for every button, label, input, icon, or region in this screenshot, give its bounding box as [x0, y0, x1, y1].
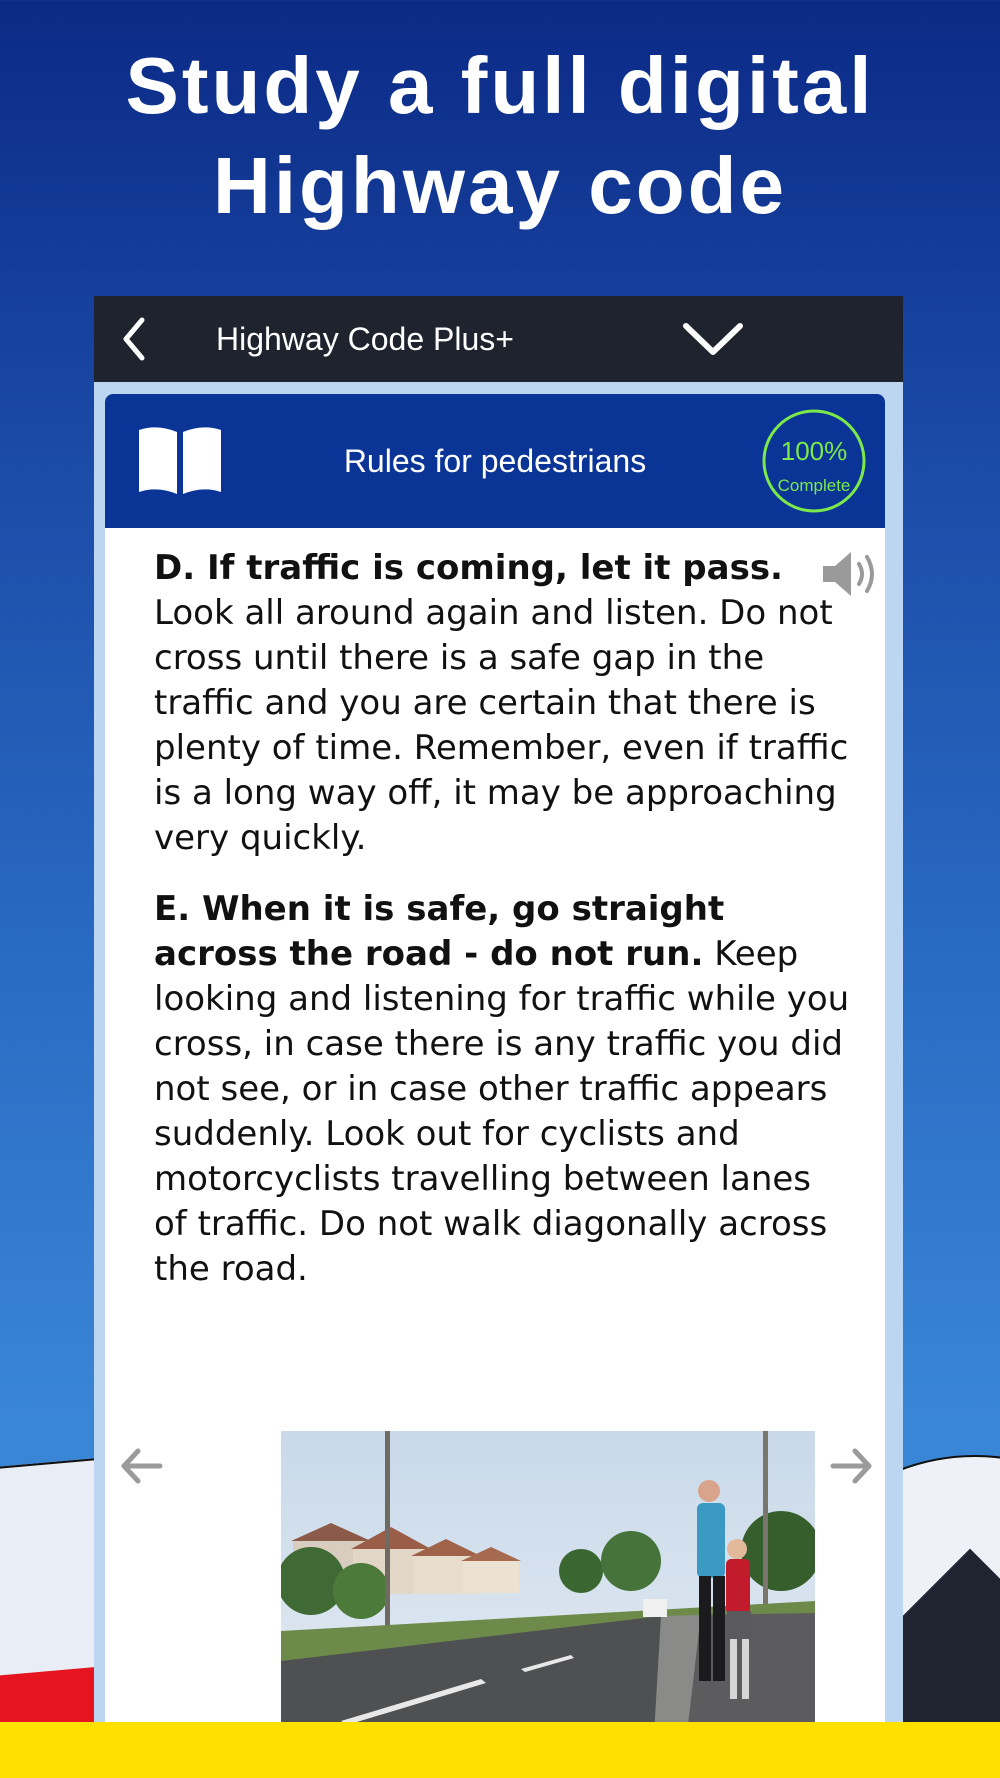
- progress-label: Complete: [777, 476, 851, 495]
- rule-card: [105, 394, 885, 1726]
- promo-headline-line1: Study a full digital: [125, 41, 875, 130]
- pedestrians-roadside-photo: [281, 1431, 815, 1726]
- section-title: Rules for pedestrians: [343, 443, 647, 479]
- app-title: Highway Code Plus+: [216, 321, 514, 357]
- promo-headline-line2: Highway code: [213, 141, 787, 230]
- rule-content: [154, 546, 854, 1318]
- rule-paragraph: [154, 546, 854, 861]
- speaker-icon[interactable]: [819, 544, 885, 604]
- promo-headline: [0, 36, 1000, 236]
- bottom-accent-bar: [0, 1722, 1000, 1778]
- rule-heading: E. When it is safe, go straight across the road - do not run.: [154, 889, 725, 974]
- progress-indicator: [761, 408, 867, 514]
- rule-body: Keep looking and listening for traffic while you cross, in case there is any traffic you did not see, or in case other traffic appears suddenly. Look out for cyclists and motorcyclists travelling between lanes of traffic. Do not walk diagonally across the road.: [154, 934, 850, 1289]
- rule-body: Look all around again and listen. Do not cross until there is a safe gap in the traffic and you are certain that there is plenty of time. Remember, even if traffic is a long way off, it may be approaching very quickly.: [154, 593, 849, 858]
- book-icon: [135, 424, 225, 496]
- app-screenshot: [94, 296, 903, 1726]
- chevron-left-icon[interactable]: [112, 314, 162, 364]
- chevron-down-icon[interactable]: [680, 316, 746, 360]
- arrow-left-icon[interactable]: [118, 1443, 164, 1489]
- progress-percent: 100%: [780, 436, 848, 466]
- rule-paragraph: [154, 887, 854, 1292]
- app-topbar: [94, 296, 903, 382]
- arrow-right-icon[interactable]: [829, 1443, 875, 1489]
- section-header: [105, 394, 885, 528]
- rule-heading: D. If traffic is coming, let it pass.: [154, 548, 783, 588]
